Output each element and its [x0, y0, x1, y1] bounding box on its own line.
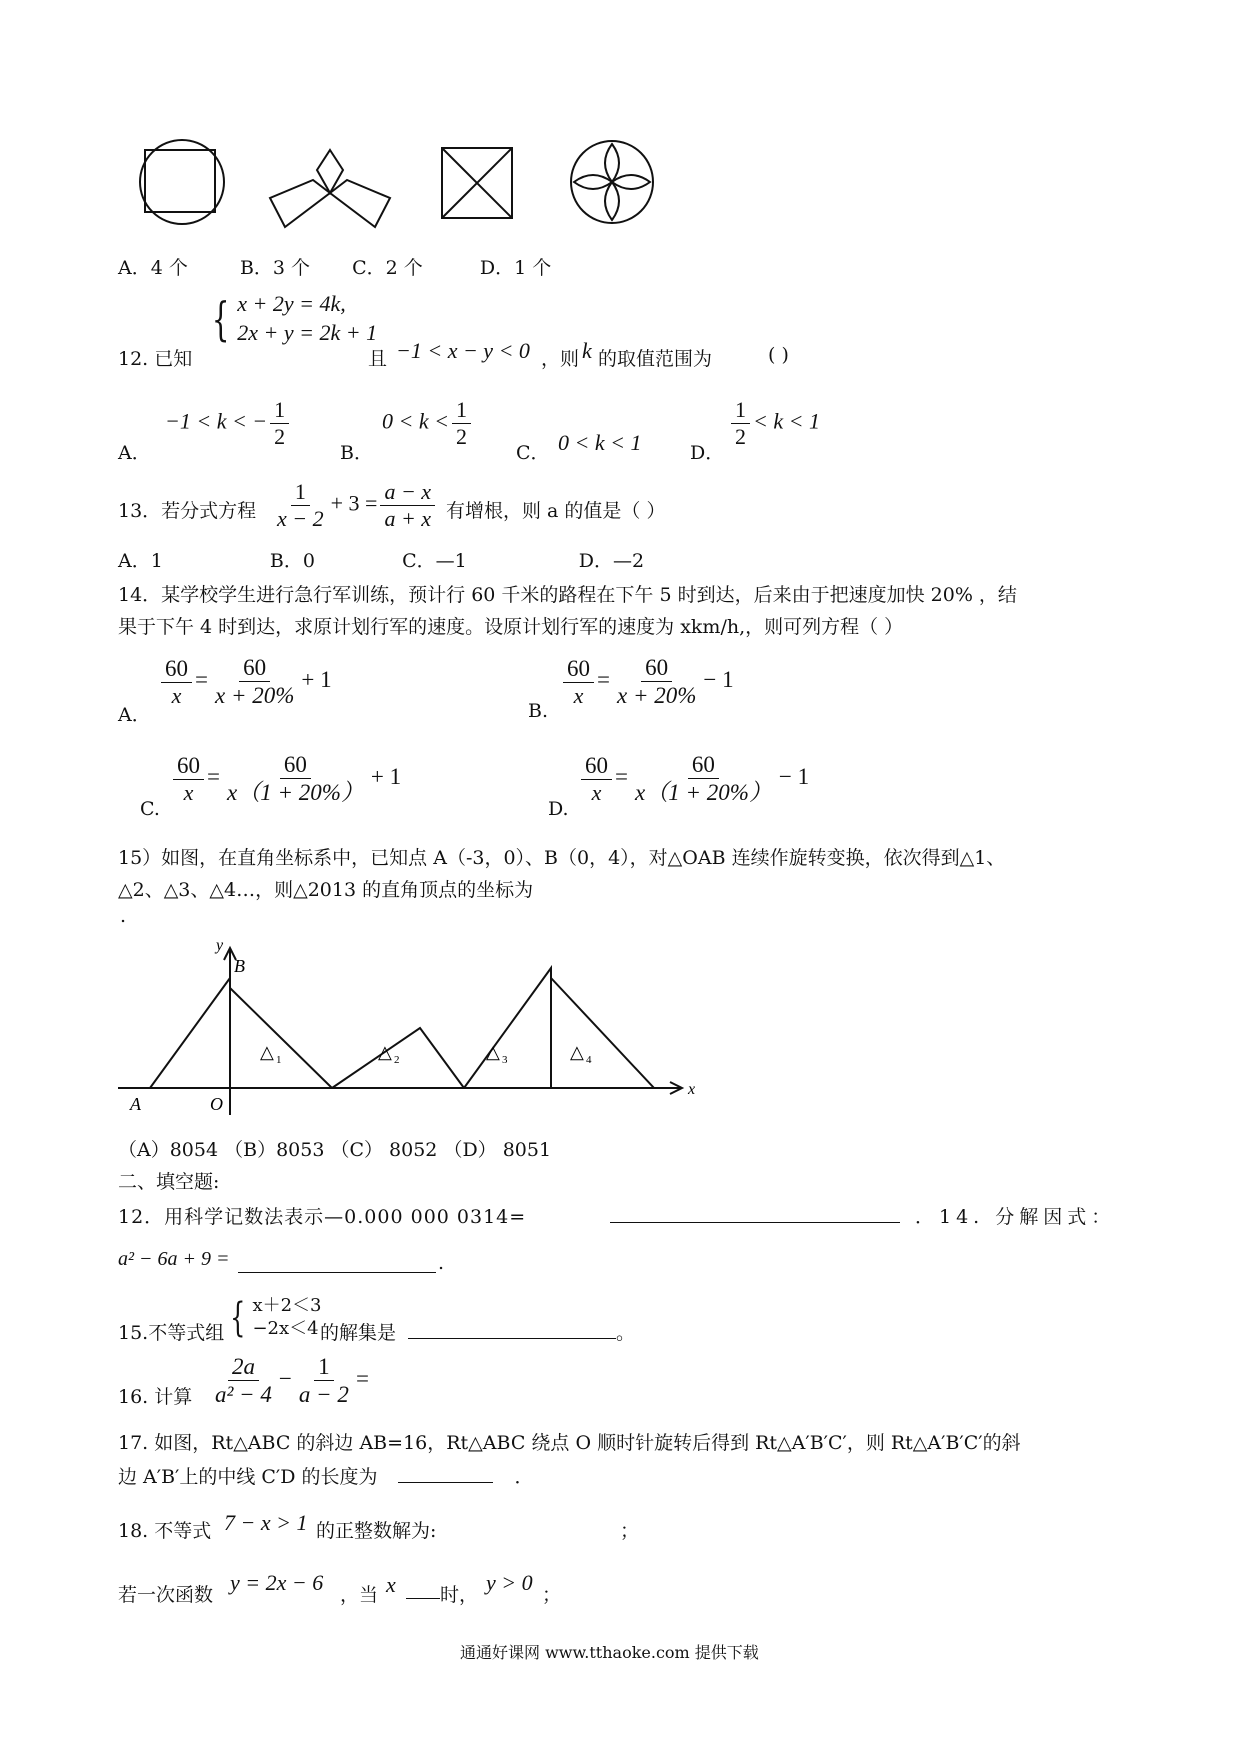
q13-option-b: B．0	[269, 550, 315, 572]
q14-option-b: $\frac{60}{x}$ = $\frac{60}{x + 20\%}$ − 1	[560, 655, 734, 709]
fig-label-s3: 3	[502, 1054, 508, 1066]
q12-after: ，则	[541, 348, 580, 370]
q14-a-label: A．	[118, 704, 151, 726]
triangle-4	[551, 978, 654, 1088]
f15-end: 。	[616, 1322, 636, 1344]
f19-answer-blank[interactable]	[406, 1598, 440, 1599]
crossed-square-figure	[442, 148, 512, 218]
triangle-oab	[150, 978, 230, 1088]
f15-system: { x＋2＜3 −2x＜4	[230, 1294, 322, 1341]
footer-text: 通通好课网 www.tthaoke.com 提供下载	[460, 1643, 759, 1662]
fig-label-s4: 4	[586, 1054, 592, 1066]
q14-option-c: $\frac{60}{x}$ = $\frac{60}{x(1 + 20\%)}$ + 1	[170, 752, 401, 806]
q12-k: k	[582, 338, 592, 363]
f19-blank-end: 时，	[440, 1584, 479, 1606]
fig-label-s2: 2	[394, 1054, 400, 1066]
q13-prefix: 13．若分式方程	[118, 500, 257, 522]
q12-suffix: 的取值范围为	[598, 348, 713, 370]
fig-label-b: B	[234, 956, 245, 976]
f19-x: x	[386, 1572, 396, 1597]
q14-option-a: $\frac{60}{x}$ = $\frac{60}{x + 20\%}$ + 1	[158, 655, 332, 709]
q15-line1: 15）如图，在直角坐标系中，已知点 A（-3，0）、B（0，4），对△OAB 连续作旋转变换，依次得到△1、	[118, 847, 1006, 869]
f17-line1: 17. 如图，Rt△ABC 的斜边 AB=16，Rt△ABC 绕点 O 顺时针旋转后得到 Rt△A′B′C′，则 Rt△A′B′C′的斜	[118, 1432, 1021, 1454]
q11-option-d: D．1 个	[479, 257, 552, 279]
fig-label-y: y	[216, 937, 224, 954]
f12-answer-blank[interactable]	[610, 1222, 900, 1223]
q12-eq2: 2x + y = 2k + 1	[237, 319, 378, 345]
f19-end: ；	[542, 1584, 562, 1606]
f17-line2: 边 A′B′上的中线 C′D 的长度为 ．	[118, 1466, 534, 1488]
f19-ineq: y > 0	[486, 1570, 533, 1595]
q12-eq1: x + 2y = 4k,	[237, 291, 346, 316]
f14-expr: a² − 6a + 9 =	[118, 1248, 230, 1270]
q12-opt-b: 0 < k < $\frac{1}{2}$	[382, 398, 474, 449]
q12-mid: 且	[368, 348, 388, 370]
q13-suffix: 有增根，则 a 的值是（ ）	[446, 500, 666, 522]
triangle-3	[464, 968, 551, 1088]
f18-prefix: 18. 不等式	[118, 1520, 212, 1542]
f14-answer-blank[interactable]	[238, 1272, 436, 1273]
q11-option-a: A．4 个	[118, 257, 188, 279]
q12-ineq: −1 < x − y < 0	[396, 338, 530, 363]
f15-prefix: 15.不等式组	[118, 1322, 225, 1344]
three-rhombus-figure	[270, 150, 390, 227]
fig-label-s1: 1	[276, 1054, 282, 1066]
q11-figures	[130, 130, 750, 240]
q12-prefix: 12. 已知	[118, 348, 193, 370]
q12-opt-b-label: B．	[340, 442, 373, 464]
f16-expr: $\frac{2a}{\text{a² − 4}}$ − $\frac{1}{a - 2}$ =	[215, 1354, 369, 1408]
f18-ineq: 7 − x > 1	[224, 1510, 308, 1535]
f18-suffix: 的正整数解为:	[316, 1520, 437, 1542]
q14-line2: 果于下午 4 时到达，求原计划行军的速度。设原计划行军的速度为 xkm/h,，则可列方程（ ）	[118, 616, 904, 638]
fig-label-x: x	[688, 1081, 696, 1098]
rotation-figure	[110, 930, 700, 1120]
q13-option-d: D．—2	[578, 550, 645, 572]
q12-opt-c: 0 < k < 1	[558, 430, 642, 455]
q11-options	[118, 253, 551, 280]
fig-label-t2: △	[378, 1042, 392, 1062]
f19-prefix: 若一次函数	[118, 1584, 214, 1606]
triangle-1	[230, 988, 332, 1088]
fig-label-t1: △	[260, 1042, 274, 1062]
f15-suffix: 的解集是	[320, 1322, 397, 1344]
q14-line1: 14．某学校学生进行急行军训练，预计行 60 千米的路程在下午 5 时到达，后来由于把速度加快 20% ，结	[118, 584, 1017, 606]
q14-option-d: $\frac{60}{x}$ = $\frac{60}{x(1 + 20\%)}$ − 1	[578, 752, 809, 806]
f19-mid: ，当	[340, 1584, 379, 1606]
f12-text: 12．用科学记数法表示—0.000 000 0314=	[118, 1206, 527, 1228]
q12-paren: ( )	[768, 344, 789, 366]
f16-prefix: 16. 计算	[118, 1386, 193, 1408]
f14-period: .	[438, 1252, 445, 1274]
f15-line2: −2x＜4	[252, 1317, 319, 1339]
q12-opt-d: $\frac{1}{2}$ < k < 1	[728, 398, 820, 449]
fig-label-t4: △	[570, 1042, 584, 1062]
q11-option-c: C．2 个	[352, 257, 423, 279]
f15-answer-blank[interactable]	[408, 1338, 616, 1339]
q13-equation: $\frac{1}{x - 2}$ + 3 = $\frac{a - x}{a + x}$	[270, 480, 438, 531]
q12-system: { x + 2y = 4k, 2x + y = 2k + 1	[211, 291, 378, 346]
f15-line1: x＋2＜3	[252, 1295, 322, 1316]
q13-option-c: C．—1	[402, 550, 467, 572]
q12-opt-a-label: A．	[118, 442, 151, 464]
q12-opt-d-label: D．	[690, 442, 725, 464]
q14-c-label: C.	[140, 798, 160, 820]
f12-tail: ．14. 分解因式：	[915, 1206, 1116, 1228]
q15-dot: .	[120, 905, 127, 927]
section-title: 二、填空题:	[118, 1171, 220, 1193]
q13-option-a: A．1	[118, 550, 163, 572]
fig-label-a: A	[130, 1094, 141, 1114]
q11-option-b: B．3 个	[239, 257, 311, 279]
fig-label-t3: △	[486, 1042, 500, 1062]
q12-opt-a: −1 < k < − $\frac{1}{2}$	[165, 398, 292, 449]
fig-label-o: O	[210, 1094, 223, 1114]
q15-options: （A）8054 （B）8053 （C） 8052 （D） 8051	[118, 1139, 552, 1161]
circle-with-square-figure	[140, 140, 224, 224]
q14-b-label: B.	[528, 700, 549, 722]
q15-line2: △2、△3、△4…，则△2013 的直角顶点的坐标为	[118, 879, 534, 901]
f18-end: ；	[620, 1520, 640, 1542]
four-petal-circle-figure	[571, 141, 653, 223]
q13-options	[118, 546, 644, 573]
q14-d-label: D.	[548, 798, 569, 820]
q12-opt-c-label: C．	[516, 442, 550, 464]
f19-func: y = 2x − 6	[230, 1570, 324, 1595]
